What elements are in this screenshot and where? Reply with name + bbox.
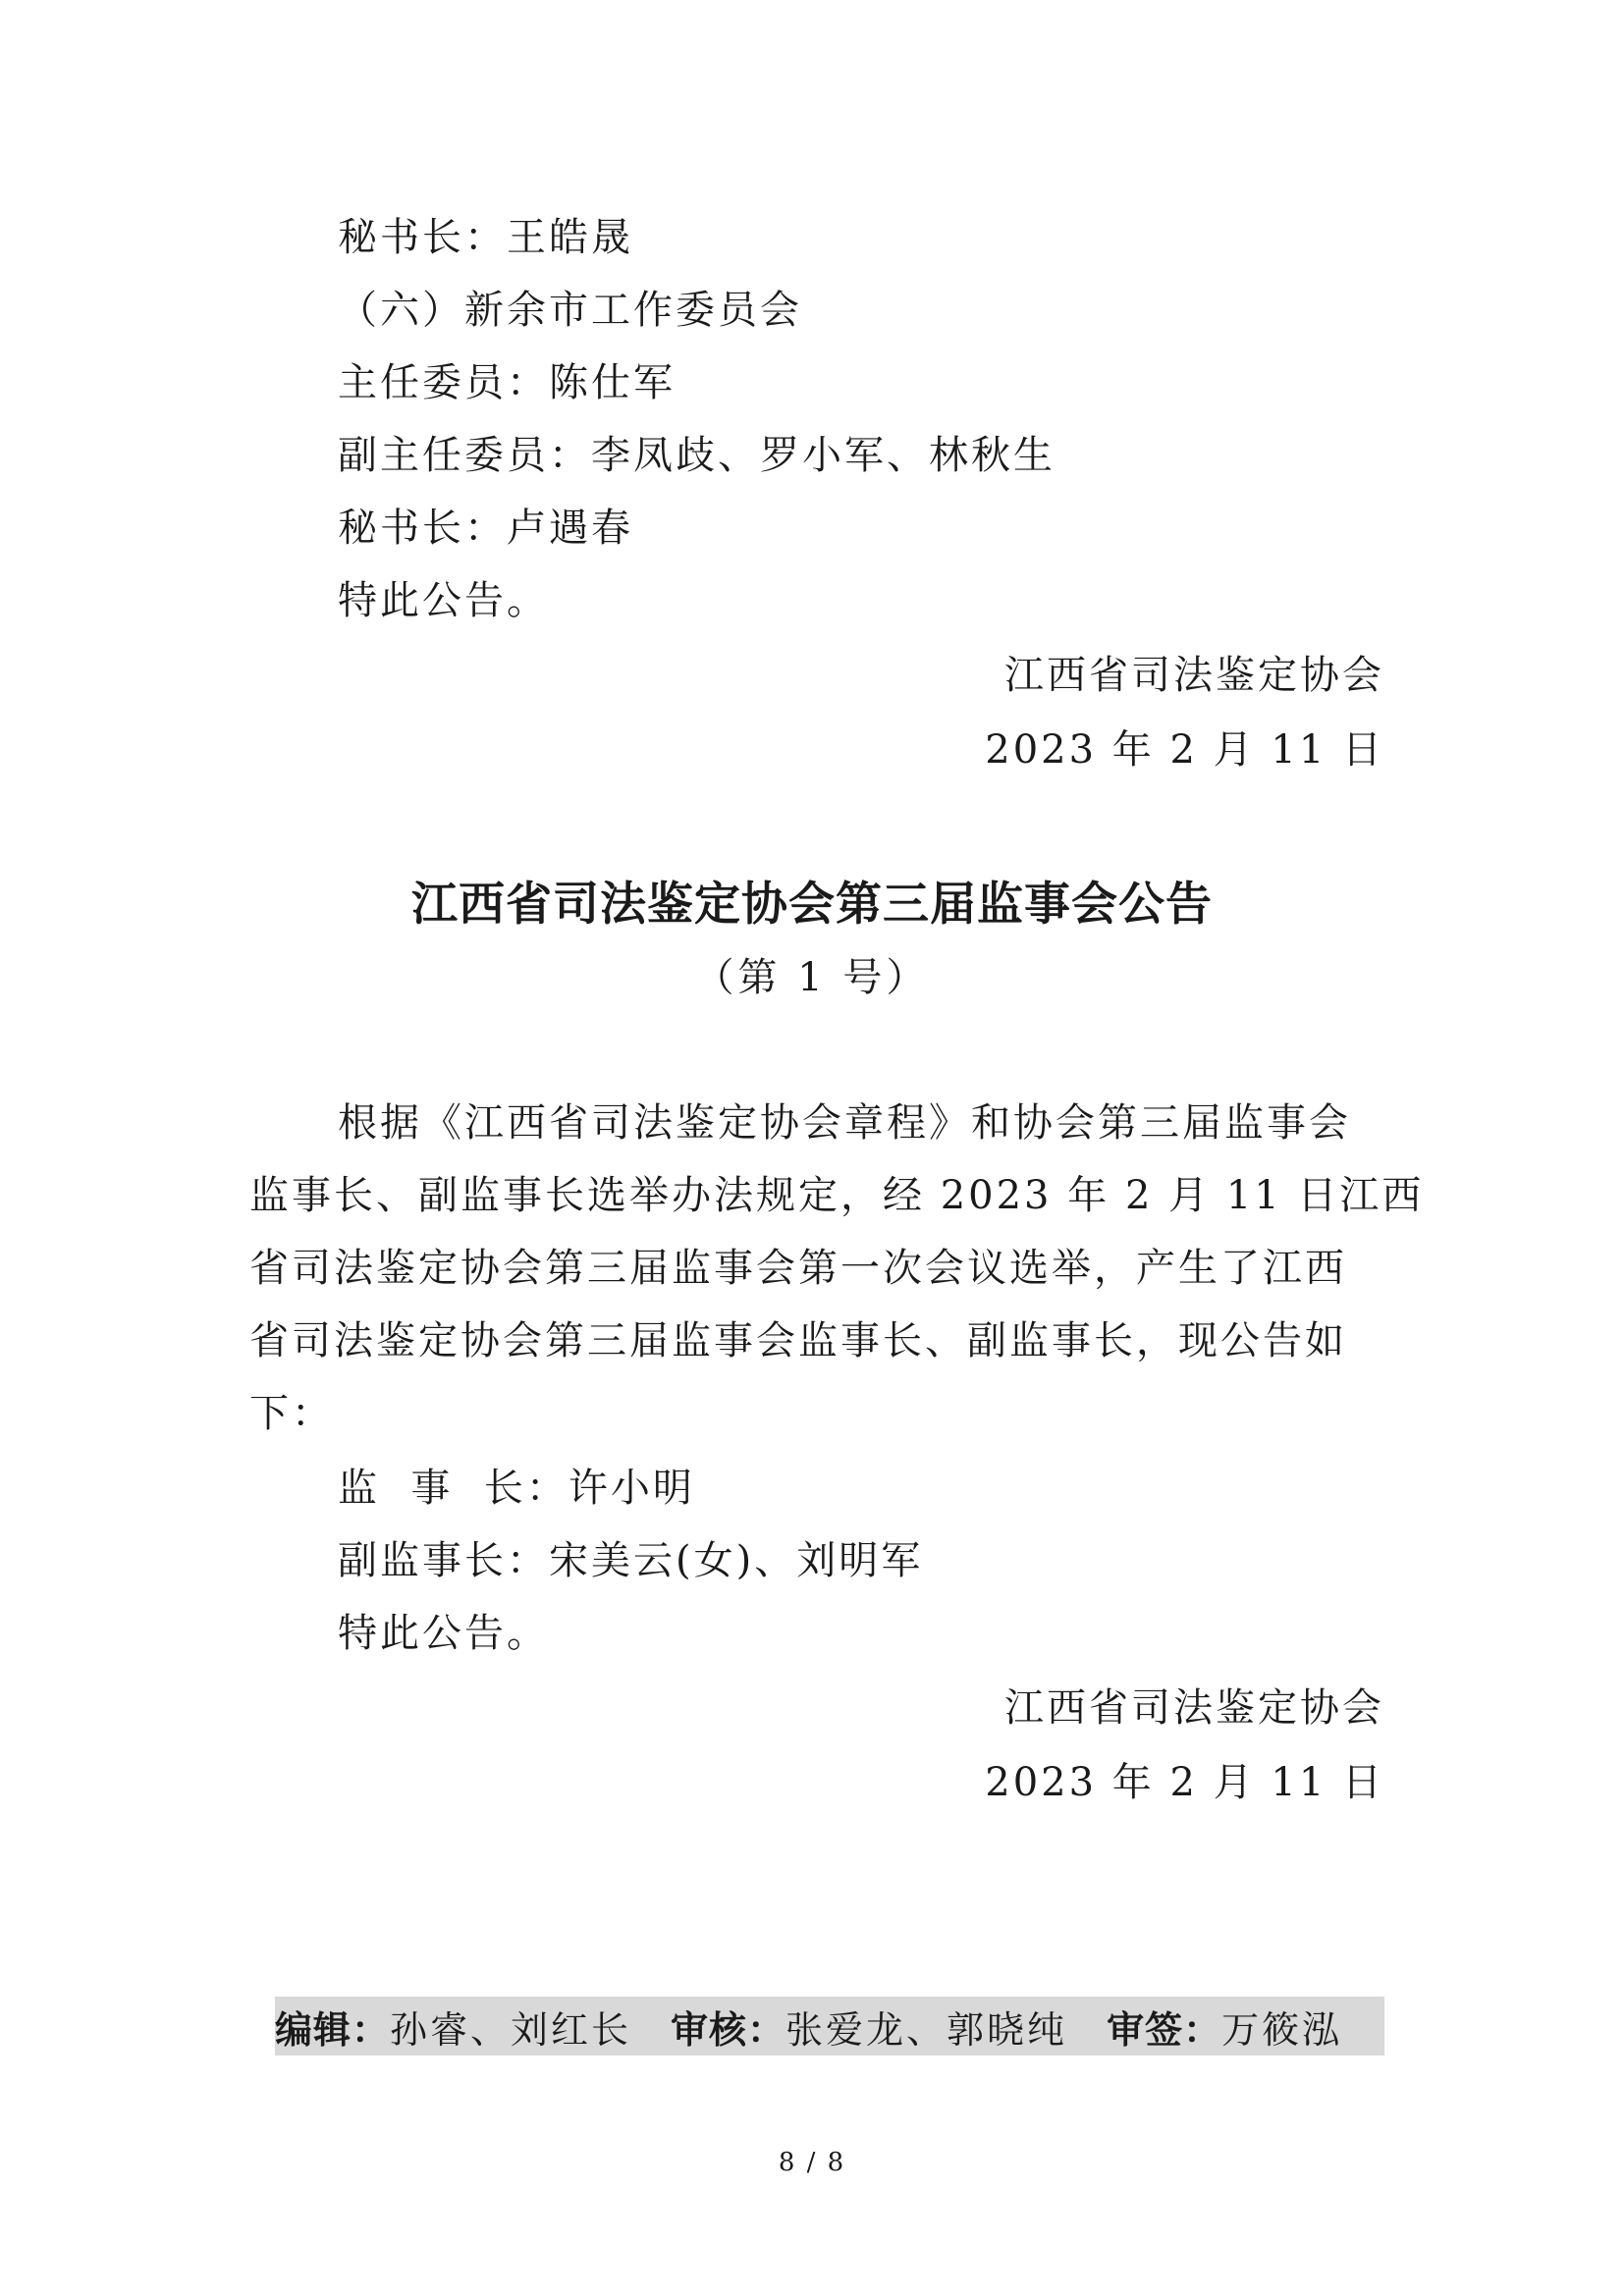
signature-date-2: 2023 年 2 月 11 日 bbox=[985, 1760, 1384, 1805]
announcement-title: 江西省司法鉴定协会第三届监事会公告 bbox=[411, 878, 1213, 932]
signature-date-1: 2023 年 2 月 11 日 bbox=[985, 727, 1384, 773]
paragraph-line-1: 根据《江西省司法鉴定协会章程》和协会第三届监事会 bbox=[338, 1100, 1351, 1146]
text-line-notice-1: 特此公告。 bbox=[338, 578, 549, 623]
approver-value: 万筱泓 bbox=[1221, 2007, 1343, 2052]
text-line-notice-2: 特此公告。 bbox=[338, 1611, 549, 1656]
paragraph-line-4: 省司法鉴定协会第三届监事会监事长、副监事长，现公告如 bbox=[249, 1318, 1347, 1363]
reviewer-value: 张爱龙、郭晓纯 bbox=[785, 2007, 1068, 2052]
paragraph-line-2: 监事长、副监事长选举办法规定，经 2023 年 2 月 11 日江西 bbox=[249, 1173, 1425, 1218]
approver-label: 审签： bbox=[1107, 2007, 1222, 2052]
page-number: 8 / 8 bbox=[778, 2148, 846, 2177]
text-line-deputy-directors: 副主任委员：李凤歧、罗小军、林秋生 bbox=[338, 433, 1056, 478]
reviewer-label: 审核： bbox=[671, 2007, 786, 2052]
text-line-deputy-supervisors: 副监事长：宋美云(女)、刘明军 bbox=[338, 1538, 924, 1583]
editorial-footer-bar bbox=[275, 1997, 1384, 2056]
text-line-committee-heading: （六）新余市工作委员会 bbox=[338, 288, 802, 333]
text-line-secretary-2: 秘书长：卢遇春 bbox=[338, 506, 633, 551]
editor-label: 编辑： bbox=[275, 2007, 391, 2052]
paragraph-line-3: 省司法鉴定协会第三届监事会第一次会议选举，产生了江西 bbox=[249, 1246, 1347, 1291]
text-line-secretary-1: 秘书长：王皓晟 bbox=[338, 215, 633, 260]
paragraph-line-5: 下： bbox=[249, 1391, 334, 1436]
announcement-number: （第 1 号） bbox=[694, 955, 930, 1000]
text-line-chief-supervisor: 监 事 长：许小明 bbox=[338, 1466, 695, 1511]
signature-org-1: 江西省司法鉴定协会 bbox=[1004, 653, 1384, 698]
text-line-director: 主任委员：陈仕军 bbox=[338, 360, 676, 405]
signature-org-2: 江西省司法鉴定协会 bbox=[1004, 1685, 1384, 1731]
editor-value: 孙睿、刘红长 bbox=[390, 2007, 632, 2052]
